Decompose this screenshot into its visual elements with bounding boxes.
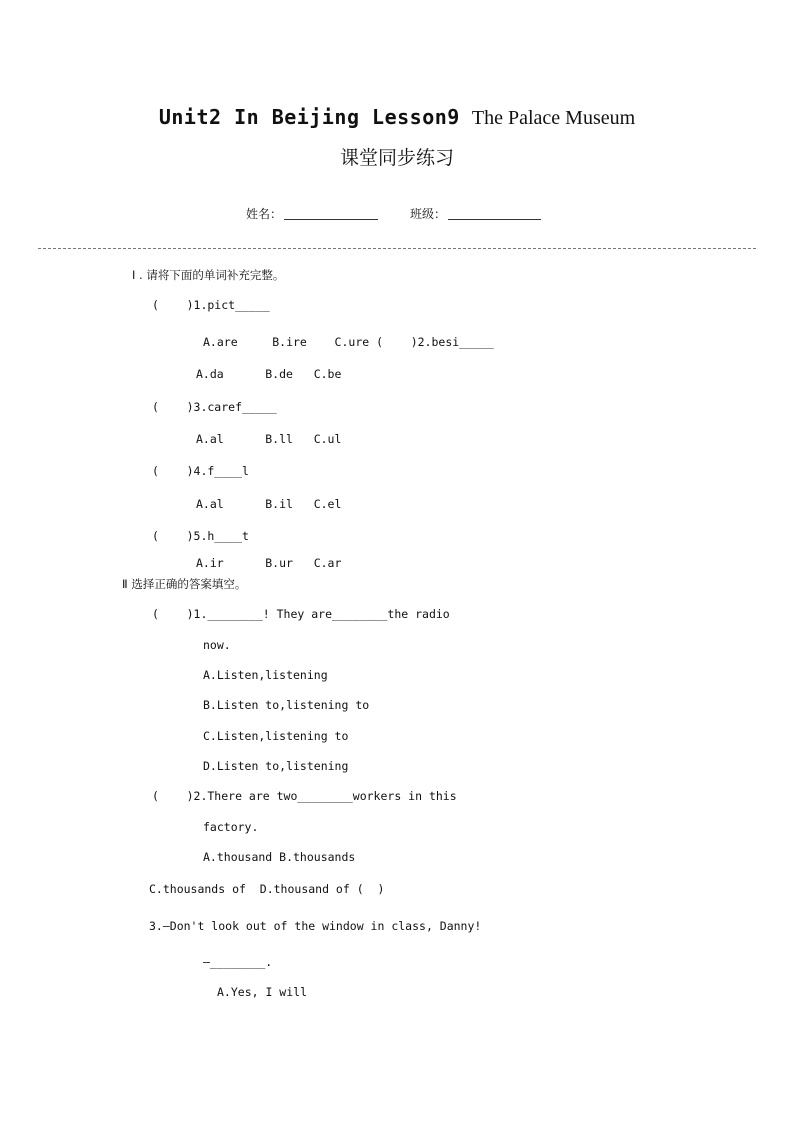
s1-question-5: ( )5.h____t	[152, 529, 249, 543]
s2-question-3-reply: —________.	[203, 955, 273, 969]
s1-question-1: ( )1.pict_____	[152, 298, 270, 312]
s2-question-2: ( )2.There are two________workers in this	[152, 789, 457, 803]
section2-heading: Ⅱ 选择正确的答案填空。	[122, 577, 247, 591]
section1-heading: Ⅰ . 请将下面的单词补充完整。	[132, 268, 285, 282]
class-label: 班级：	[410, 207, 447, 221]
s2-question-1-cont: now.	[203, 638, 231, 652]
s1-question-3-options: A.al B.ll C.ul	[196, 432, 342, 446]
s1-question-4-options: A.al B.il C.el	[196, 497, 342, 511]
s1-question-4: ( )4.f____l	[152, 464, 249, 478]
s2-question-1-option-c: C.Listen,listening to	[203, 729, 349, 743]
s2-question-2-options-cd: C.thousands of D.thousand of ( )	[149, 882, 385, 896]
s2-question-2-options-ab: A.thousand B.thousands	[203, 850, 356, 864]
separator-line	[38, 248, 756, 249]
s2-question-3: 3.—Don't look out of the window in class, Danny!	[149, 919, 482, 933]
s2-question-1-option-a: A.Listen,listening	[203, 668, 328, 682]
page-subtitle: 课堂同步练习	[339, 147, 454, 169]
title-lesson: The Palace Museum	[471, 107, 636, 129]
page-title	[0, 104, 794, 131]
s1-question-1-options: A.are B.ire C.ure ( )2.besi_____	[203, 335, 494, 349]
name-field[interactable]	[284, 219, 378, 220]
s2-question-1-option-b: B.Listen to,listening to	[203, 698, 370, 712]
s2-question-3-option-a: A.Yes, I will	[217, 985, 308, 999]
s1-question-2-options: A.da B.de C.be	[196, 367, 342, 381]
s1-question-3: ( )3.caref_____	[152, 400, 277, 414]
s2-question-1: ( )1.________! They are________the radio	[152, 607, 450, 621]
name-label: 姓名：	[246, 207, 283, 221]
class-field[interactable]	[448, 219, 541, 220]
s1-question-5-options: A.ir B.ur C.ar	[196, 556, 342, 570]
s2-question-2-cont: factory.	[203, 820, 259, 834]
s2-question-1-option-d: D.Listen to,listening	[203, 759, 349, 773]
title-unit: Unit2 In Beijing Lesson9	[158, 105, 460, 129]
